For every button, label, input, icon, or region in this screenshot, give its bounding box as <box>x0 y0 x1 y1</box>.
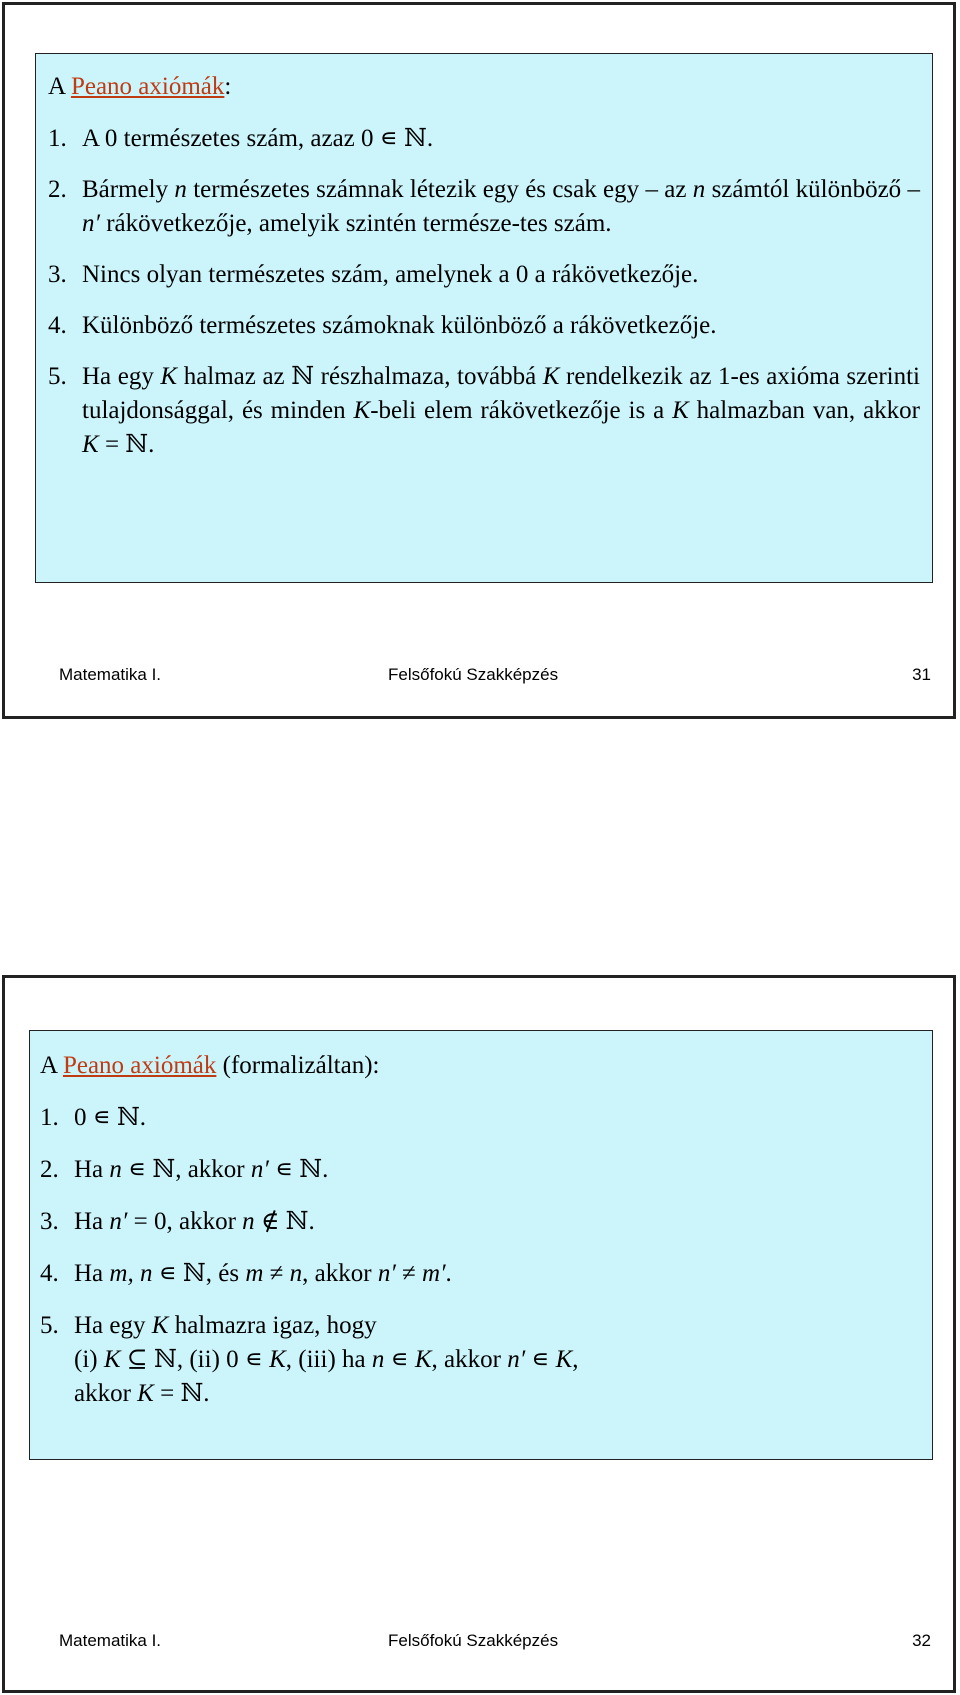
formal-axiom-2: 2. Ha n ∊ ℕ, akkor n′ ∊ ℕ. <box>40 1156 329 1183</box>
peano-link[interactable]: Peano axiómák <box>70 73 225 100</box>
footer-course: Matematika I. <box>59 665 162 684</box>
formal-axiom-3: 3. Ha n′ = 0, akkor n ∉ ℕ. <box>40 1208 315 1235</box>
axiom-4: 4. Különböző természetes számoknak különböző a rákövetkezője. <box>48 312 717 339</box>
axiom-1: 1. A 0 természetes szám, azaz 0 ∊ ℕ. <box>48 125 434 152</box>
axiom-5-line-1: Ha egy K halmazra igaz, hogy <box>74 1312 377 1339</box>
axiom-3: 3. Nincs olyan természetes szám, amelynek a 0 a rákövetkezője. <box>48 261 699 288</box>
footer-institution: Felsőfokú Szakképzés <box>388 1631 559 1650</box>
axiom-5: 5. Ha egy K halmaz az ℕ részhalmaza, továbbá K rendelkezik az 1-es axióma szerinti tulajdonsággal, és minden K-beli elem rákövetkezője is a K halmazban van, akkor K = ℕ. <box>48 363 920 458</box>
footer-institution: Felsőfokú Szakképzés <box>388 665 559 684</box>
formal-axioms-box <box>29 1030 933 1460</box>
slide-32 <box>2 975 956 1693</box>
slide-title: A Peano axiómák (formalizáltan): <box>40 1052 380 1079</box>
axiom-2: 2. Bármely n természetes számnak létezik egy és csak egy – az n számtól különböző – n′ rákövetkezője, amelyik szintén természe-tes szám. <box>48 176 920 237</box>
footer-page-number: 32 <box>912 1631 931 1650</box>
slide-title: A Peano axiómák: <box>48 73 232 100</box>
footer-course: Matematika I. <box>59 1631 162 1650</box>
slide-31 <box>2 2 956 719</box>
formal-axiom-4: 4. Ha m, n ∊ ℕ, és m ≠ n, akkor n′ ≠ m′. <box>40 1260 452 1287</box>
axioms-box <box>35 53 933 583</box>
footer-page-number: 31 <box>912 665 931 684</box>
axiom-5-line-3: akkor K = ℕ. <box>74 1380 210 1407</box>
peano-link[interactable]: Peano axiómák <box>62 1052 217 1079</box>
axiom-5-line-2: (i) K ⊆ ℕ, (ii) 0 ∊ K, (iii) ha n ∊ K, akkor n′ ∊ K, <box>74 1346 579 1373</box>
formal-axiom-5: 5. Ha egy K halmazra igaz, hogy (i) K ⊆ ℕ, (ii) 0 ∊ K, (iii) ha n ∊ K, akkor n′ ∊ K, akkor K = ℕ. <box>40 1309 922 1411</box>
formal-axiom-1: 1. 0 ∊ ℕ. <box>40 1104 147 1131</box>
